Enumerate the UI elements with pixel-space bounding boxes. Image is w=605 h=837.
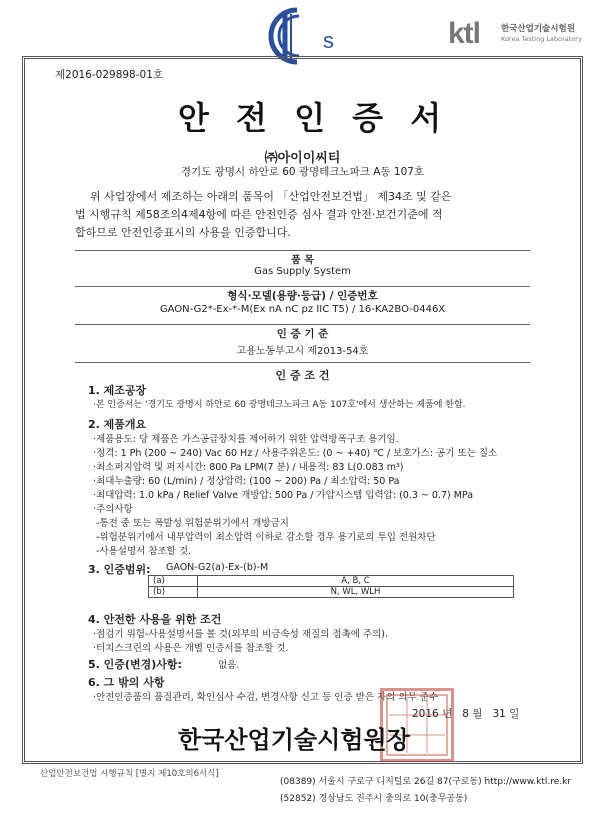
range-value: N, WL, WLH [198,587,514,598]
range-value: A, B, C [198,576,514,587]
footer-address-1: (08389) 서울시 구로구 디지털로 26길 87(구로동) [280,777,482,787]
date-day: 31 [492,708,506,720]
conditions-rule [75,362,530,363]
section-1-line: ·본 인증서는 '경기도 광명시 하안로 60 광명테크노파크 A동 107호'에서 생산하는 제품에 한함. [93,400,466,410]
model-value: GAON-G2*-Ex-*-M(Ex nA nC pz IIC T5) / 16-KA2BO-0446X [159,304,446,315]
section-4-title: 4. 안전한 사용을 위한 조건 [88,613,222,626]
ktl-name-en: Korea Testing Laboratory [501,35,582,43]
section-2-line: -위험분위기에서 내부압력이 최소압력 이하로 감소할 경우 용기로의 투입 전원차단 [96,532,436,543]
standard-value: 고용노동부고시 제2013-54호 [236,346,369,357]
section-2-title: 2. 제품개요 [88,418,147,431]
date-month-unit: 월 [472,708,483,720]
section-3-value: GAON-G2(a)-Ex-(b)-M [166,562,269,573]
model-label: 형식·모델(용량·등급) / 인증번호 [227,290,378,302]
section-6-title: 6. 그 밖의 사항 [88,676,165,689]
model-rule [75,286,530,287]
section-2-line: ·최소퍼지압력 및 퍼지시간: 800 Pa LPM(7 분) / 내용적: 83 L(0.083 m³) [93,462,404,473]
product-value: Gas Supply System [254,266,351,277]
section-4-line: ·터치스크린의 사용은 개별 인증서를 참조할 것. [93,643,289,654]
certificate-title: 안 전 인 증 서 [178,99,450,137]
issuer-name: 한국산업기술시험원장 [178,726,410,754]
date-year: 2016 [412,708,439,720]
section-2-line: -사용설명서 참조할 것. [96,546,192,557]
date-month: 8 [462,708,469,720]
company-address: 경기도 광명시 하안로 60 광명테크노파크 A동 107호 [180,166,425,178]
section-1-title: 1. 제조공장 [88,384,147,397]
product-label: 품 목 [291,255,314,266]
range-key: (a) [149,576,198,587]
range-key: (b) [149,587,198,598]
ktl-logo [448,17,480,51]
section-6-line: ·안전인증품의 품질관리, 확인심사 수검, 변경사항 신고 등 인증 받은 자의 의무 준수 [93,692,439,703]
date-year-unit: 년 [442,708,453,720]
footer-address-seoul [280,774,571,787]
intro-line-2: 법 시행규칙 제58조의4제4항에 따른 안전인증 심사 결과 안전·보건기준에 적 [75,208,443,221]
section-2-line: ·제품용도: 당 제품은 가스공급장치를 제어하기 위한 압력방폭구조 용기임. [93,434,399,445]
section-5-title: 5. 인증(변경)사항: [88,658,182,671]
conditions-title: 인 증 조 건 [275,369,330,382]
table-row [149,576,514,587]
section-4-line: ·점검기 위험-사용설명서를 볼 것(외부의 비금속성 재질의 접촉에 주의). [93,629,388,640]
section-2-line: ·정격: 1 Ph (200 ~ 240) Vac 60 Hz / 사용주위온도: (0 ~ +40) ℃ / 보호가스: 공기 또는 질소 [93,448,498,459]
footer-url: http://www.ktl.re.kr [484,777,572,787]
certificate-number: 제2016-029898-01호 [55,69,164,81]
section-2-line: -통전 중 또는 폭발성 위험분위기에서 개방금지 [96,518,289,529]
standard-label: 인 증 기 준 [276,328,329,340]
footer-form-ref: 산업안전보건법 시행규칙 [별지 제10호의6서식] [40,769,219,779]
section-2-line: ·최대누출량: 60 (L/min) / 정상압력: (100 ~ 200) Pa / 최소압력: 50 Pa [93,476,400,487]
certification-range-table [148,575,514,598]
table-row [149,587,514,598]
ktl-logo-mark: ktl [448,17,481,50]
company-name: ㈜아이이씨티 [264,151,341,166]
ktl-name-ko: 한국산업기술시험원 [501,24,575,34]
svg-text:s: s [323,28,334,53]
section-5-value: 없음. [218,660,240,671]
date-day-unit: 일 [509,708,520,720]
footer-address-jinju: (52852) 경상남도 진주시 충의로 10(충무공동) [280,794,468,804]
intro-line-1: 위 사업장에서 제조하는 아래의 품목이 「산업안전보건법」 제34조 및 같은 [90,190,452,203]
section-2-line: ·주의사항 [93,504,133,515]
standard-rule [75,324,530,325]
section-3-title: 3. 인증범위: [88,563,151,576]
intro-line-3: 합하므로 안전인증표시의 사용을 인증합니다. [75,226,291,239]
section-2-line: ·최대압력: 1.0 kPa / Relief Valve 개방압: 500 Pa / 가압시스템 입력압: (0.3 ~ 0.7) MPa [93,490,474,501]
